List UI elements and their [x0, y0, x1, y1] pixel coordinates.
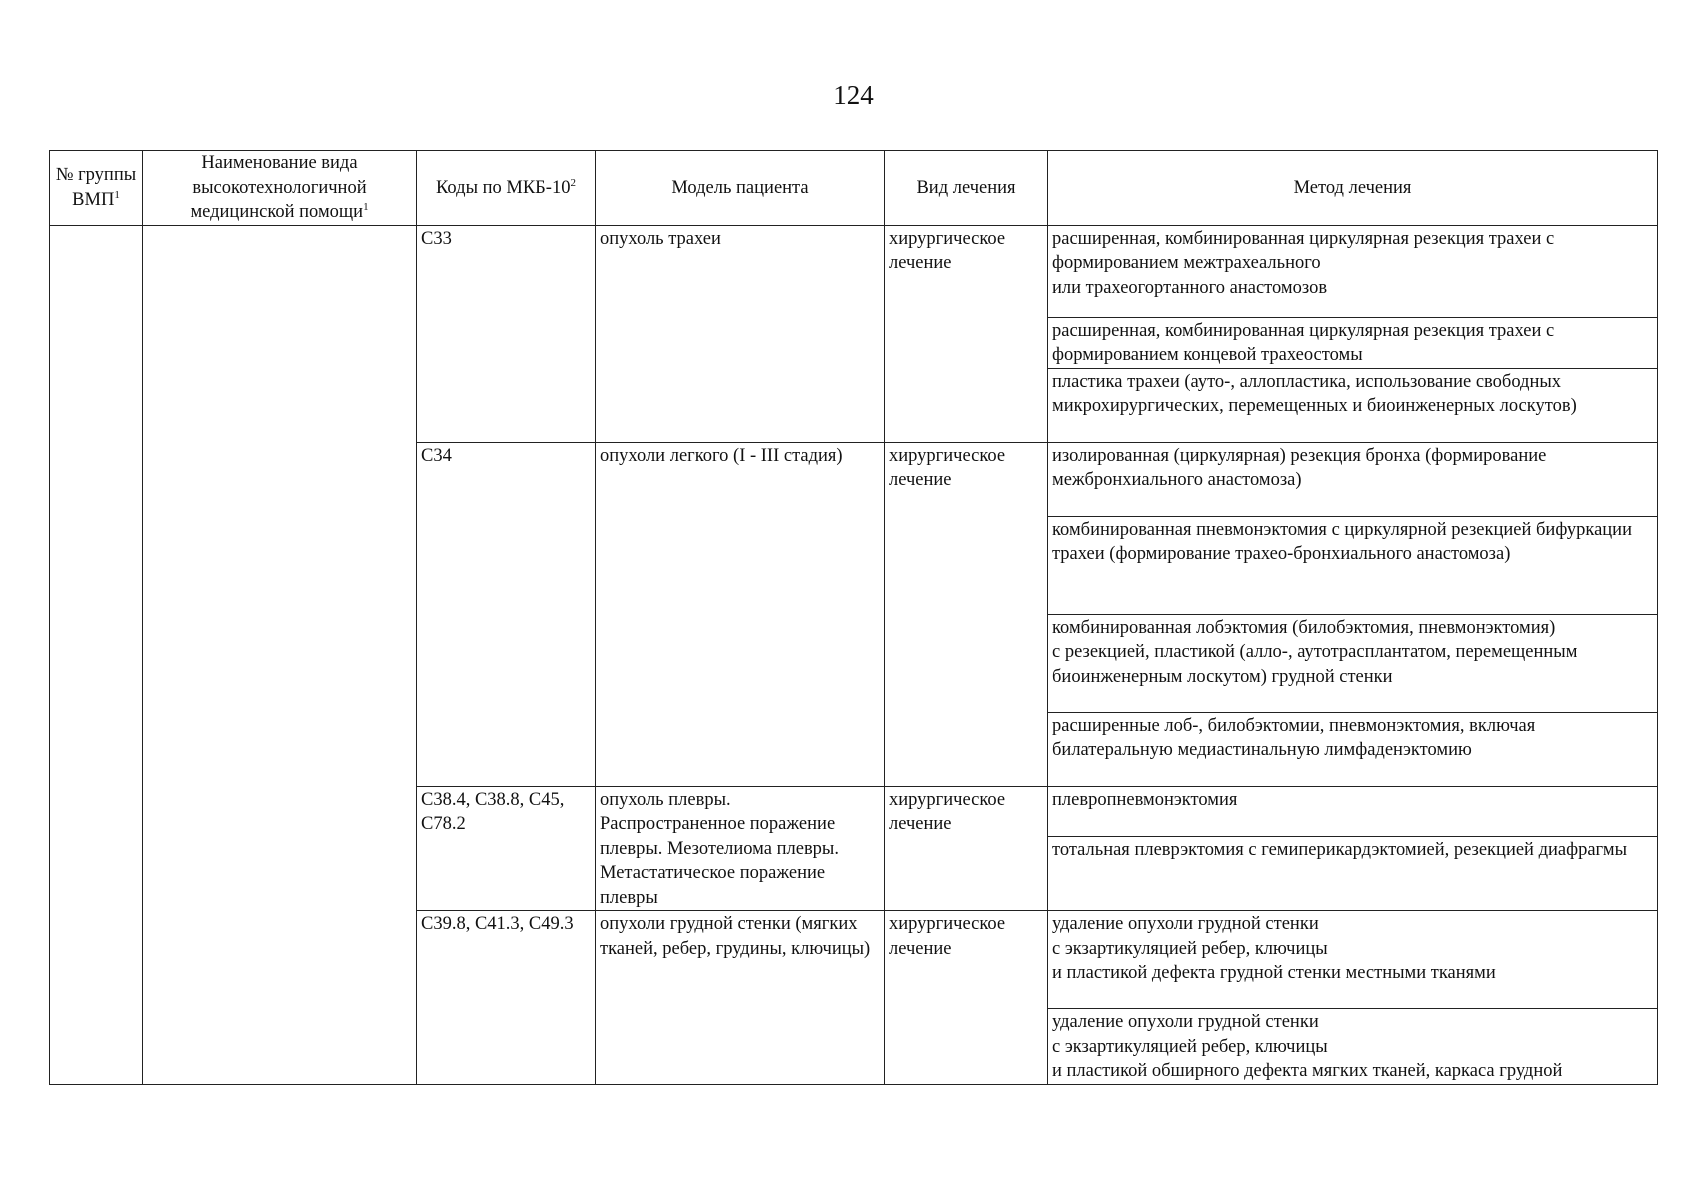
patient-model-cell: опухоль трахеи: [596, 225, 885, 442]
treatment-method-cell: расширенные лоб-, билобэктомии, пневмонэктомия, включая билатеральную медиастинальную лимфаденэктомию: [1048, 712, 1658, 786]
treatment-method-cell: удаление опухоли грудной стенки с экзартикуляцией ребер, ключицы и пластикой обширного дефекта мягких тканей, каркаса грудной: [1048, 1009, 1658, 1085]
treatment-type-cell: хирургическое лечение: [885, 911, 1048, 1085]
table-header-row: [50, 151, 1658, 226]
patient-model-cell: опухоль плевры. Распространенное поражение плевры. Мезотелиома плевры. Метастатическое поражение плевры: [596, 786, 885, 911]
vmp-table: [49, 150, 1658, 1085]
treatment-method-cell: пластика трахеи (ауто-, аллопластика, использование свободных микрохирургических, перемещенных и биоинженерных лоскутов): [1048, 368, 1658, 442]
care-name-cell: [143, 225, 417, 1084]
header-patient-model: Модель пациента: [596, 151, 885, 226]
header-care-name: Наименование вида высокотехнологичной медицинской помощи$^1$: [143, 151, 417, 226]
header-icd-codes: Коды по МКБ-$10^2$: [417, 151, 596, 226]
icd-code-cell: C39.8, C41.3, C49.3: [417, 911, 596, 1085]
treatment-method-cell: расширенная, комбинированная циркулярная резекция трахеи с формированием концевой трахеостомы: [1048, 317, 1658, 368]
page-number: 124: [833, 80, 874, 110]
treatment-method-cell: комбинированная лобэктомия (билобэктомия, пневмонэктомия) с резекцией, пластикой (алло-, аутотрасплантатом, перемещенным биоинженерным лоскутом) грудной стенки: [1048, 614, 1658, 712]
icd-code-cell: C34: [417, 442, 596, 786]
icd-code-cell: C38.4, C38.8, C45, C78.2: [417, 786, 596, 911]
treatment-method-cell: изолированная (циркулярная) резекция бронха (формирование межбронхиального анастомоза): [1048, 442, 1658, 516]
header-group-number: № группы ВМП$^1$: [50, 151, 143, 226]
icd-code-cell: C33: [417, 225, 596, 442]
group-number-cell: [50, 225, 143, 1084]
treatment-method-cell: комбинированная пневмонэктомия с циркулярной резекцией бифуркации трахеи (формирование трахео-бронхиального анастомоза): [1048, 516, 1658, 614]
treatment-type-cell: хирургическое лечение: [885, 786, 1048, 911]
treatment-type-cell: хирургическое лечение: [885, 442, 1048, 786]
table-row: [50, 225, 1658, 317]
treatment-method-cell: удаление опухоли грудной стенки с экзартикуляцией ребер, ключицы и пластикой дефекта грудной стенки местными тканями: [1048, 911, 1658, 1009]
treatment-method-cell: плевропневмонэктомия: [1048, 786, 1658, 836]
treatment-method-cell: расширенная, комбинированная циркулярная резекция трахеи с формированием межтрахеального или трахеогортанного анастомозов: [1048, 225, 1658, 317]
patient-model-cell: опухоли грудной стенки (мягких тканей, ребер, грудины, ключицы): [596, 911, 885, 1085]
patient-model-cell: опухоли легкого (I - III стадия): [596, 442, 885, 786]
header-treatment-type: Вид лечения: [885, 151, 1048, 226]
header-treatment-method: Метод лечения: [1048, 151, 1658, 226]
treatment-method-cell: тотальная плеврэктомия с гемиперикардэктомией, резекцией диафрагмы: [1048, 836, 1658, 910]
treatment-type-cell: хирургическое лечение: [885, 225, 1048, 442]
